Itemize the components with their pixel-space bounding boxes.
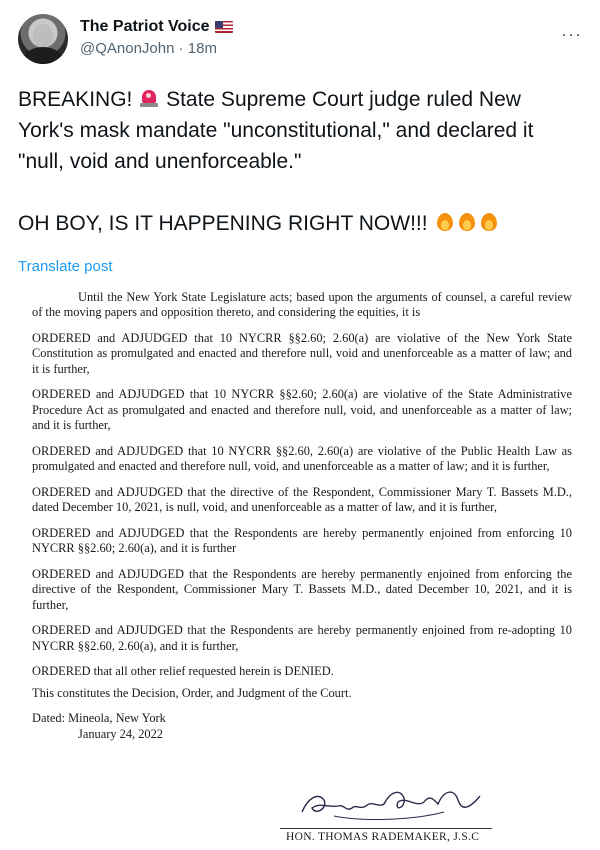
order-paragraph: ORDERED and ADJUDGED that 10 NYCRR §§2.60; 2.60(a) are violative of the State Administrative Procedure Act as promulgated and enacted and therefore null, void, and unenforceable as a matter of law; and it is further, [32,387,572,433]
post-text [18,84,578,239]
order-paragraph: ORDERED and ADJUDGED that 10 NYCRR §§2.60; 2.60(a) are violative of the New York State Constitution as promulgated and enacted and therefore null, void and unenforceable as a matter of law; and it is further, [32,331,572,376]
post-body: State Supreme Court judge ruled New York's mask mandate "unconstitutional," and declared it "null, void and unenforceable." [18,88,534,173]
handle[interactable]: @QAnonJohn [80,40,175,57]
order-paragraph: ORDERED and ADJUDGED that the Respondents are hereby permanently enjoined from re-adopting 10 NYCRR §§2.60, 2.60(a), and it is further, [32,623,572,653]
separator: · [178,40,184,57]
post-header [18,14,582,66]
avatar[interactable] [18,14,68,64]
order-paragraph: ORDERED that all other relief requested herein is DENIED. [32,664,334,679]
more-options-icon[interactable]: ··· [561,24,582,44]
fire-icon [479,211,499,233]
court-order-image[interactable] [32,290,572,846]
fire-icon [457,211,477,233]
us-flag-icon [215,21,233,33]
signature-line [280,828,492,829]
order-paragraph: ORDERED and ADJUDGED that the Respondents are hereby permanently enjoined from enforcing the directive of the Respondent, Commissioner Mary T. Bassets M.D., dated December 10, 2021, and it is further, [32,566,572,612]
post-exclamation: OH BOY, IS IT HAPPENING RIGHT NOW!!! [18,212,428,235]
fire-icon [435,211,455,233]
dated-date: January 24, 2022 [78,726,163,741]
order-paragraph: ORDERED and ADJUDGED that the directive of the Respondent, Commissioner Mary T. Bassets M.D., dated December 10, 2021, is null, void, and unenforceable as a matter of law, and it is further, [32,484,572,515]
display-name[interactable]: The Patriot Voice [80,18,210,35]
timestamp[interactable]: 18m [187,40,217,57]
order-paragraph: ORDERED and ADJUDGED that the Respondents are hereby permanently enjoined from enforcing 10 NYCRR §§2.60; 2.60(a), and it is further [32,525,572,556]
order-intro: Until the New York State Legislature acts; based upon the arguments of counsel, a careful review of the moving papers and opposition thereto, and considering the equities, it is [32,290,572,320]
author-name-row[interactable] [80,18,233,36]
handle-time-row [80,40,217,57]
breaking-label: BREAKING! [18,88,133,111]
judge-signature [294,778,494,826]
translate-post-link[interactable]: Translate post [18,258,113,275]
post-text-paragraph-1 [18,84,578,177]
post-text-paragraph-2 [18,208,578,239]
signer-name: HON. THOMAS RADEMAKER, J.S.C [286,831,480,843]
dated-location: Dated: Mineola, New York [32,711,166,726]
rotating-light-icon [140,88,158,108]
order-paragraph: ORDERED and ADJUDGED that 10 NYCRR §§2.60, 2.60(a) are violative of the Public Health Law as promulgated and enacted and therefore null, void, and unenforceable as a matter of law; and it is further, [32,443,572,474]
order-paragraph: This constitutes the Decision, Order, and Judgment of the Court. [32,685,352,700]
